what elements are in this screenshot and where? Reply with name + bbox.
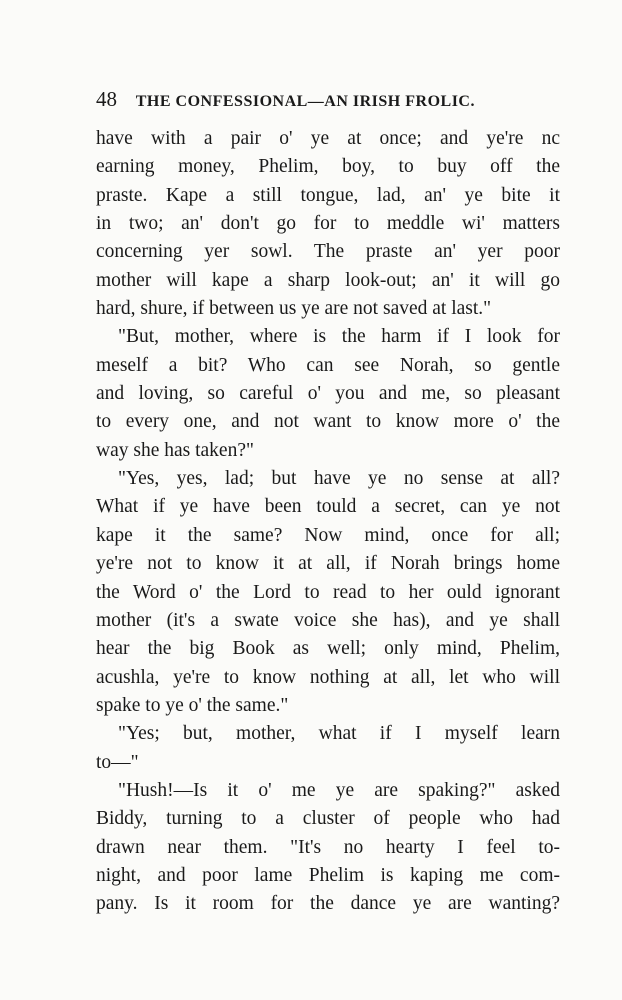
text-line: "Yes, yes, lad; but have ye no sense at all? <box>118 468 560 490</box>
running-head <box>96 84 526 114</box>
text-line: drawn near them. "It's no hearty I feel to- <box>96 836 560 858</box>
text-line: "Yes; but, mother, what if I myself learn <box>118 723 560 745</box>
text-line: Biddy, turning to a cluster of people who had <box>96 808 560 830</box>
text-line: hard, shure, if between us ye are not saved at last." <box>96 298 492 320</box>
text-line: night, and poor lame Phelim is kaping me com- <box>96 864 560 886</box>
running-head-title: THE CONFESSIONAL—AN IRISH FROLIC. <box>135 93 475 110</box>
text-line: praste. Kape a still tongue, lad, an' ye bite it <box>96 184 560 206</box>
text-line: and loving, so careful o' you and me, so pleasant <box>96 383 560 405</box>
text-line: way she has taken?" <box>96 439 254 461</box>
text-line: spake to ye o' the same." <box>96 694 289 716</box>
page-number: 48 <box>96 87 117 111</box>
text-line: hear the big Book as well; only mind, Phelim, <box>96 638 560 660</box>
text-line: earning money, Phelim, boy, to buy off the <box>96 156 560 178</box>
text-line: "Hush!—Is it o' me ye are spaking?" asked <box>118 779 560 801</box>
text-line: "But, mother, where is the harm if I look for <box>118 326 560 348</box>
text-line: ye're not to know it at all, if Norah brings home <box>96 553 560 575</box>
text-line: acushla, ye're to know nothing at all, let who will <box>96 666 560 688</box>
text-line: mother will kape a sharp look-out; an' it will go <box>96 269 560 291</box>
text-line: What if ye have been tould a secret, can ye not <box>96 496 560 518</box>
text-line: kape it the same? Now mind, once for all; <box>96 524 560 546</box>
text-line: the Word o' the Lord to read to her ould ignorant <box>96 581 560 603</box>
text-line: pany. Is it room for the dance ye are wanting? <box>96 893 560 915</box>
text-line: in two; an' don't go for to meddle wi' matters <box>96 213 560 235</box>
text-line: to every one, and not want to know more o' the <box>96 411 560 433</box>
text-line: to—" <box>96 751 139 773</box>
text-line: meself a bit? Who can see Norah, so gentle <box>96 354 560 376</box>
text-line: mother (it's a swate voice she has), and ye shall <box>96 609 560 631</box>
body-text <box>96 125 560 919</box>
text-line: have with a pair o' ye at once; and ye're nc <box>96 128 560 149</box>
text-line: concerning yer sowl. The praste an' yer poor <box>96 241 560 263</box>
